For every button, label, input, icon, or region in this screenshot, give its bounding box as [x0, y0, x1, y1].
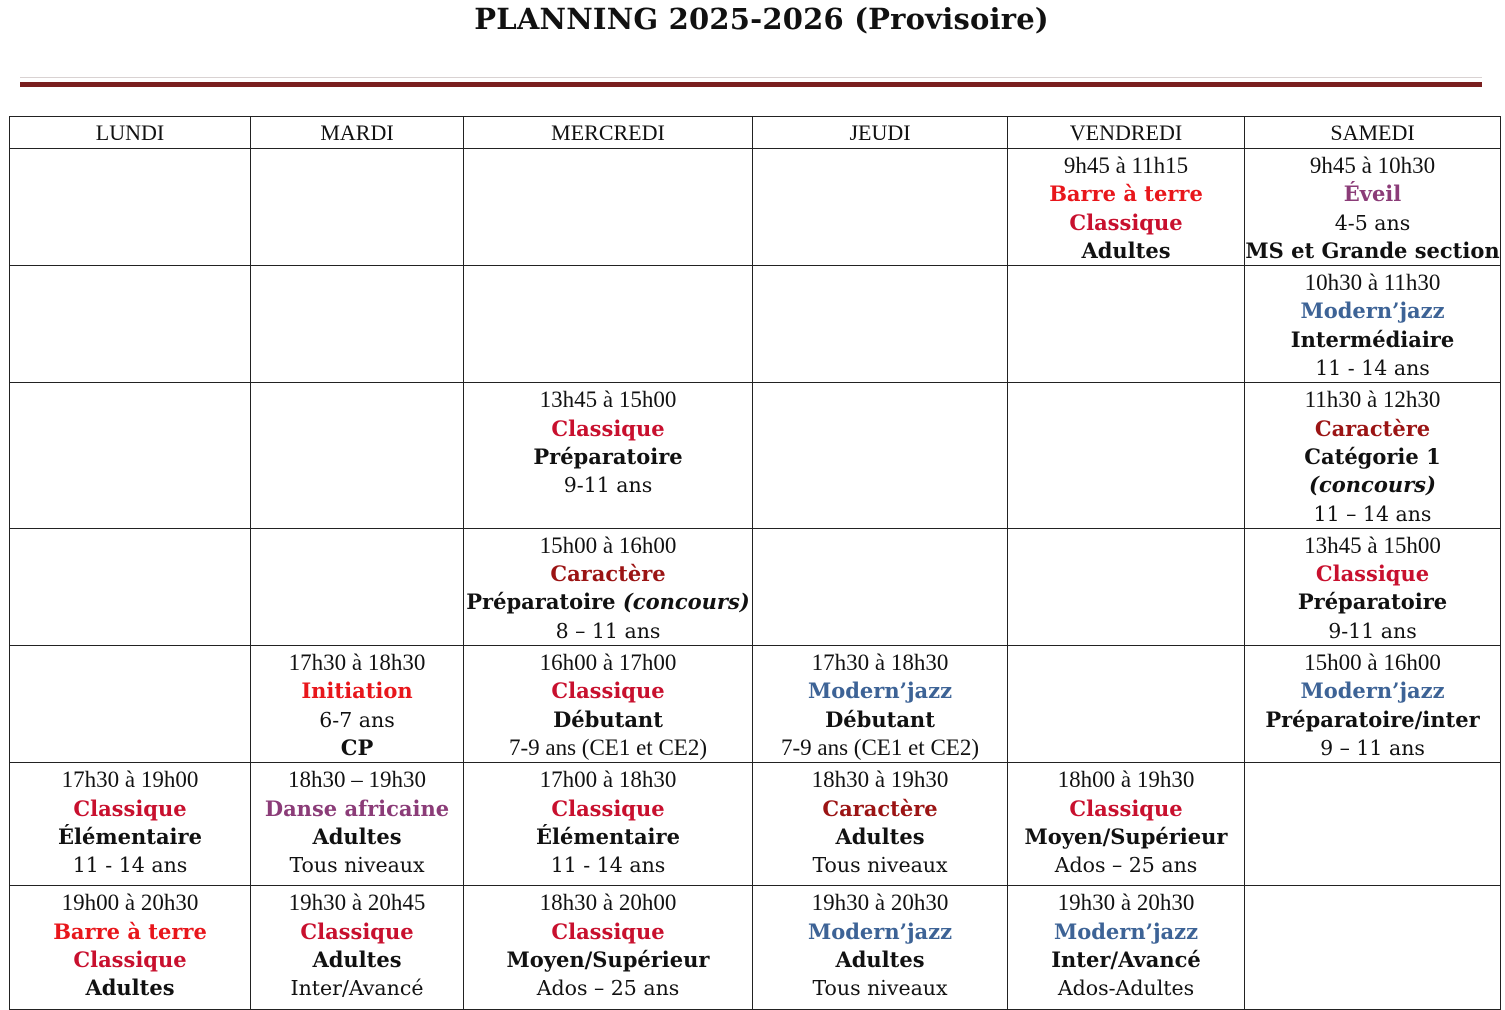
- course-name: Barre à terre: [1049, 181, 1203, 207]
- age-group: 9 – 11 ans: [1320, 735, 1425, 760]
- course-name: Barre à terre: [53, 918, 207, 944]
- empty-cell-vendredi: [1008, 266, 1245, 383]
- class-time: 15h00 à 16h00: [1304, 650, 1441, 676]
- class-cell-mercredi: [464, 646, 753, 763]
- level-label: MS et Grande section: [1245, 237, 1500, 263]
- class-entry: [1245, 266, 1500, 382]
- level-label: Élémentaire: [536, 823, 680, 849]
- class-entry: [251, 646, 463, 762]
- class-entry: [464, 529, 752, 645]
- level-label: Préparatoire: [1297, 589, 1448, 615]
- course-name: Classique: [551, 415, 665, 441]
- empty-cell-mercredi: [464, 266, 753, 383]
- empty-cell-mercredi: [464, 149, 753, 266]
- class-entry: [1008, 763, 1244, 879]
- class-time: 11h30 à 12h30: [1304, 387, 1441, 413]
- class-time: 13h45 à 15h00: [1304, 532, 1441, 558]
- age-group: Tous niveaux: [812, 853, 948, 878]
- age-group: 11 – 14 ans: [1313, 501, 1432, 526]
- course-name: Classique: [551, 918, 665, 944]
- age-group: 4-5 ans: [1334, 210, 1411, 235]
- schedule-row: [10, 886, 1501, 1010]
- level-label: (concours): [1309, 472, 1436, 498]
- level-label: 7-9 ans (CE1 et CE2): [508, 734, 707, 760]
- course-name: Caractère: [1314, 415, 1431, 441]
- empty-cell-vendredi: [1008, 383, 1245, 528]
- course-name: Classique: [73, 946, 187, 972]
- class-entry: [251, 886, 463, 1002]
- course-name: Modern’jazz: [1300, 678, 1445, 704]
- level-label: Inter/Avancé: [1051, 946, 1201, 972]
- course-name: Classique: [1069, 795, 1183, 821]
- class-time: 9h45 à 10h30: [1309, 153, 1436, 178]
- class-time: 9h45 à 11h15: [1063, 153, 1189, 178]
- empty-cell-mardi: [251, 149, 464, 266]
- class-time: 18h30 à 20h00: [539, 890, 677, 916]
- course-name: Modern’jazz: [808, 918, 952, 944]
- class-time: 18h00 à 19h30: [1057, 767, 1195, 793]
- empty-cell-vendredi: [1008, 528, 1245, 645]
- class-cell-samedi: [1245, 266, 1501, 383]
- level-label: Adultes: [835, 946, 925, 972]
- course-name: Modern’jazz: [808, 678, 952, 704]
- course-name: Initiation: [301, 678, 413, 704]
- course-name: Classique: [551, 678, 665, 704]
- course-name: Classique: [551, 795, 665, 821]
- class-cell-jeudi: [753, 763, 1008, 886]
- class-cell-mardi: [251, 763, 464, 886]
- level-label: Adultes: [312, 946, 402, 972]
- empty-cell-mardi: [251, 528, 464, 645]
- class-cell-samedi: [1245, 149, 1501, 266]
- level-label: Moyen/Supérieur: [1024, 823, 1228, 849]
- empty-cell-vendredi: [1008, 646, 1245, 763]
- class-time: 16h00 à 17h00: [539, 650, 677, 676]
- class-entry: [1245, 383, 1500, 527]
- class-entry: [10, 763, 250, 879]
- level-label: 7-9 ans (CE1 et CE2): [780, 734, 979, 760]
- class-entry: [464, 763, 752, 879]
- age-group: 11 - 14 ans: [1315, 356, 1430, 381]
- course-name: Modern’jazz: [1054, 918, 1198, 944]
- empty-cell-jeudi: [753, 266, 1008, 383]
- class-time: 17h30 à 19h00: [61, 767, 199, 793]
- empty-cell-lundi: [10, 266, 251, 383]
- empty-cell-lundi: [10, 528, 251, 645]
- class-entry: [1008, 886, 1244, 1002]
- class-cell-samedi: [1245, 383, 1501, 528]
- class-entry: [1245, 646, 1500, 762]
- age-group: 6-7 ans: [319, 707, 395, 732]
- level-label: Adultes: [85, 975, 175, 1001]
- day-header-vendredi: VENDREDI: [1008, 117, 1245, 149]
- class-time: 13h45 à 15h00: [539, 387, 677, 413]
- class-time: 18h30 – 19h30: [288, 767, 426, 793]
- level-label: Adultes: [835, 823, 925, 849]
- class-time: 17h00 à 18h30: [539, 767, 677, 793]
- level-label: CP: [340, 734, 374, 760]
- class-entry: [464, 886, 752, 1002]
- age-group: 8 – 11 ans: [555, 618, 661, 643]
- class-time: 17h30 à 18h30: [811, 650, 949, 676]
- class-cell-jeudi: [753, 886, 1008, 1010]
- class-entry: [1008, 149, 1244, 265]
- level-label: Moyen/Supérieur: [506, 946, 710, 972]
- empty-cell-mardi: [251, 383, 464, 528]
- class-entry: [753, 886, 1007, 1002]
- class-entry: [1245, 529, 1500, 645]
- age-group: Ados – 25 ans: [1054, 853, 1198, 878]
- class-entry: [10, 886, 250, 1002]
- empty-cell-lundi: [10, 383, 251, 528]
- day-header-lundi: LUNDI: [10, 117, 251, 149]
- age-group: Ados-Adultes: [1057, 976, 1195, 1001]
- day-header-jeudi: JEUDI: [753, 117, 1008, 149]
- class-entry: [753, 646, 1007, 762]
- empty-cell-samedi: [1245, 886, 1501, 1010]
- level-label: Préparatoire (concours): [466, 589, 750, 615]
- course-name: Classique: [1069, 209, 1183, 235]
- schedule-row: [10, 383, 1501, 528]
- class-cell-samedi: [1245, 528, 1501, 645]
- class-cell-lundi: [10, 886, 251, 1010]
- empty-cell-samedi: [1245, 763, 1501, 886]
- course-name: Classique: [73, 795, 187, 821]
- day-header-samedi: SAMEDI: [1245, 117, 1501, 149]
- class-cell-mercredi: [464, 763, 753, 886]
- course-name: Danse africaine: [264, 795, 450, 821]
- class-cell-vendredi: [1008, 763, 1245, 886]
- class-entry: [464, 383, 752, 499]
- schedule-body: [10, 149, 1501, 1010]
- level-label: Catégorie 1: [1304, 443, 1441, 469]
- class-cell-vendredi: [1008, 886, 1245, 1010]
- class-entry: [753, 763, 1007, 879]
- empty-cell-jeudi: [753, 528, 1008, 645]
- class-cell-mercredi: [464, 528, 753, 645]
- level-label: Débutant: [825, 706, 935, 732]
- age-group: Inter/Avancé: [290, 976, 424, 1001]
- class-time: 10h30 à 11h30: [1304, 270, 1441, 296]
- empty-cell-jeudi: [753, 383, 1008, 528]
- age-group: Ados – 25 ans: [536, 976, 680, 1001]
- title-rule: [20, 82, 1482, 87]
- empty-cell-mardi: [251, 266, 464, 383]
- course-name: Modern’jazz: [1300, 298, 1445, 324]
- course-name: Classique: [1315, 561, 1430, 587]
- schedule-row: [10, 763, 1501, 886]
- level-label: Adultes: [312, 823, 402, 849]
- schedule-table: [9, 116, 1501, 1010]
- class-cell-mercredi: [464, 383, 753, 528]
- empty-cell-jeudi: [753, 149, 1008, 266]
- class-time: 19h30 à 20h45: [288, 890, 426, 916]
- class-time: 19h30 à 20h30: [1057, 890, 1195, 916]
- page-title: PLANNING 2025-2026 (Provisoire): [474, 2, 1049, 36]
- schedule-row: [10, 149, 1501, 266]
- age-group: 9-11 ans: [1328, 618, 1417, 643]
- class-cell-mardi: [251, 646, 464, 763]
- class-entry: [1245, 149, 1500, 265]
- class-cell-vendredi: [1008, 149, 1245, 266]
- class-entry: [251, 763, 463, 879]
- class-time: 15h00 à 16h00: [539, 532, 677, 558]
- class-cell-lundi: [10, 763, 251, 886]
- class-time: 17h30 à 18h30: [288, 650, 426, 676]
- empty-cell-lundi: [10, 149, 251, 266]
- class-entry: [464, 646, 752, 762]
- age-group: 11 - 14 ans: [72, 853, 188, 878]
- class-time: 19h30 à 20h30: [811, 890, 949, 916]
- level-label: Préparatoire/inter: [1265, 706, 1480, 732]
- class-cell-mardi: [251, 886, 464, 1010]
- day-header-mardi: MARDI: [251, 117, 464, 149]
- header-row: [10, 117, 1501, 149]
- schedule-row: [10, 646, 1501, 763]
- concours-note: (concours): [622, 589, 750, 615]
- age-group: 9-11 ans: [563, 473, 653, 498]
- title-rule-thin: [20, 77, 1482, 78]
- class-time: 18h30 à 19h30: [811, 767, 949, 793]
- class-time: 19h00 à 20h30: [61, 890, 199, 916]
- class-cell-mercredi: [464, 886, 753, 1010]
- class-cell-samedi: [1245, 646, 1501, 763]
- course-name: Caractère: [822, 795, 938, 821]
- class-cell-jeudi: [753, 646, 1008, 763]
- schedule-row: [10, 528, 1501, 645]
- age-group: 11 - 14 ans: [550, 853, 666, 878]
- age-group: Tous niveaux: [812, 976, 948, 1001]
- course-name: Éveil: [1343, 181, 1402, 207]
- level-label: Débutant: [553, 706, 663, 732]
- level-label: Préparatoire: [533, 443, 683, 469]
- age-group: Tous niveaux: [289, 853, 425, 878]
- level-label: Élémentaire: [58, 823, 202, 849]
- course-name: Classique: [300, 918, 414, 944]
- course-name: Caractère: [550, 561, 666, 587]
- schedule-row: [10, 266, 1501, 383]
- day-header-mercredi: MERCREDI: [464, 117, 753, 149]
- level-label: Adultes: [1081, 237, 1171, 263]
- level-label: Intermédiaire: [1290, 326, 1455, 352]
- empty-cell-lundi: [10, 646, 251, 763]
